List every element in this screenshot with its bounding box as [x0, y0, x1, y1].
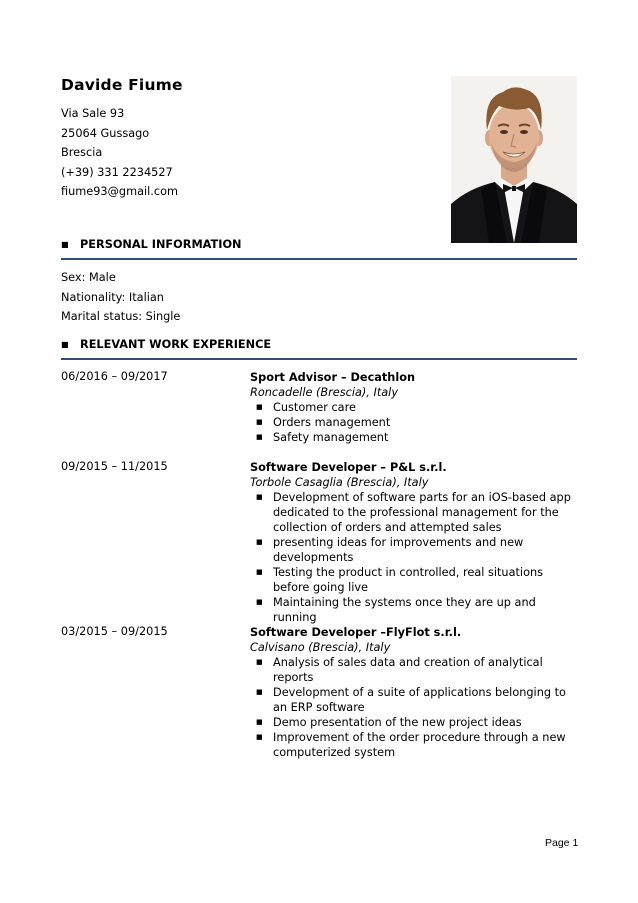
- profile-photo: [451, 76, 577, 243]
- square-bullet-icon: ■: [256, 418, 263, 426]
- phone-number: (+39) 331 2234527: [61, 165, 173, 179]
- square-bullet-icon: ■: [61, 340, 69, 349]
- list-item: [250, 415, 580, 430]
- square-bullet-icon: ■: [256, 718, 263, 726]
- duty-text: Safety management: [273, 431, 389, 444]
- duty-text: Testing the product in controlled, real situations before going live: [273, 566, 544, 594]
- square-bullet-icon: ■: [256, 493, 263, 501]
- job-duties-list: [250, 655, 580, 760]
- square-bullet-icon: ■: [256, 538, 263, 546]
- job-duties-list: [250, 490, 580, 625]
- job-detail: [250, 460, 580, 625]
- list-item: [250, 430, 580, 445]
- duty-text: Customer care: [273, 401, 356, 414]
- address-province: Brescia: [61, 146, 103, 159]
- nationality-line: Nationality: Italian: [61, 290, 164, 304]
- duty-text: Analysis of sales data and creation of analytical reports: [273, 656, 543, 684]
- job-duties-list: [250, 400, 580, 445]
- square-bullet-icon: ■: [256, 658, 263, 666]
- section-title: PERSONAL INFORMATION: [80, 238, 242, 251]
- list-item: [250, 535, 580, 565]
- section-title: RELEVANT WORK EXPERIENCE: [80, 338, 272, 351]
- page-number: Page 1: [545, 837, 579, 849]
- square-bullet-icon: ■: [256, 568, 263, 576]
- job-title: Software Developer –FlyFlot s.r.l.: [250, 626, 462, 639]
- list-item: [250, 655, 580, 685]
- square-bullet-icon: ■: [256, 598, 263, 606]
- list-item: [250, 595, 580, 625]
- duty-text: Development of a suite of applications belonging to an ERP software: [273, 686, 566, 714]
- job-location: Calvisano (Brescia), Italy: [250, 641, 391, 654]
- contact-block: [61, 104, 178, 202]
- job-detail: [250, 625, 580, 760]
- job-location: Roncadelle (Brescia), Italy: [250, 386, 399, 399]
- list-item: [250, 715, 580, 730]
- section-divider: [61, 358, 577, 360]
- address-street: Via Sale 93: [61, 107, 125, 120]
- square-bullet-icon: ■: [256, 733, 263, 741]
- list-item: [250, 685, 580, 715]
- section-divider: [61, 258, 577, 260]
- duty-text: Demo presentation of the new project ideas: [273, 716, 522, 729]
- job-title: Sport Advisor – Decathlon: [250, 371, 416, 384]
- candidate-name: Davide Fiume: [61, 76, 183, 94]
- duty-text: Development of software parts for an iOS-based app dedicated to the professional management for the collection of orders and attempted sales: [273, 491, 571, 534]
- duty-text: presenting ideas for improvements and new developments: [273, 536, 524, 564]
- list-item: [250, 730, 580, 760]
- list-item: [250, 400, 580, 415]
- marital-status-line: Marital status: Single: [61, 310, 181, 323]
- square-bullet-icon: ■: [61, 240, 69, 249]
- list-item: [250, 565, 580, 595]
- square-bullet-icon: ■: [256, 433, 263, 441]
- duty-text: Improvement of the order procedure through a new computerized system: [273, 731, 566, 759]
- square-bullet-icon: ■: [256, 688, 263, 696]
- job-title: Software Developer – P&L s.r.l.: [250, 461, 447, 474]
- duty-text: Orders management: [273, 416, 391, 429]
- address-city: 25064 Gussago: [61, 126, 150, 140]
- job-detail: [250, 370, 580, 445]
- job-location: Torbole Casaglia (Brescia), Italy: [250, 476, 429, 489]
- list-item: [250, 490, 580, 535]
- email-address: fiume93@gmail.com: [61, 185, 178, 198]
- square-bullet-icon: ■: [256, 403, 263, 411]
- job-dates: 06/2016 – 09/2017: [61, 370, 168, 383]
- duty-text: Maintaining the systems once they are up and running: [273, 596, 536, 624]
- job-dates: 03/2015 – 09/2015: [61, 625, 168, 638]
- job-dates: 09/2015 – 11/2015: [61, 460, 168, 473]
- personal-info-block: [61, 268, 180, 327]
- sex-line: Sex: Male: [61, 271, 116, 284]
